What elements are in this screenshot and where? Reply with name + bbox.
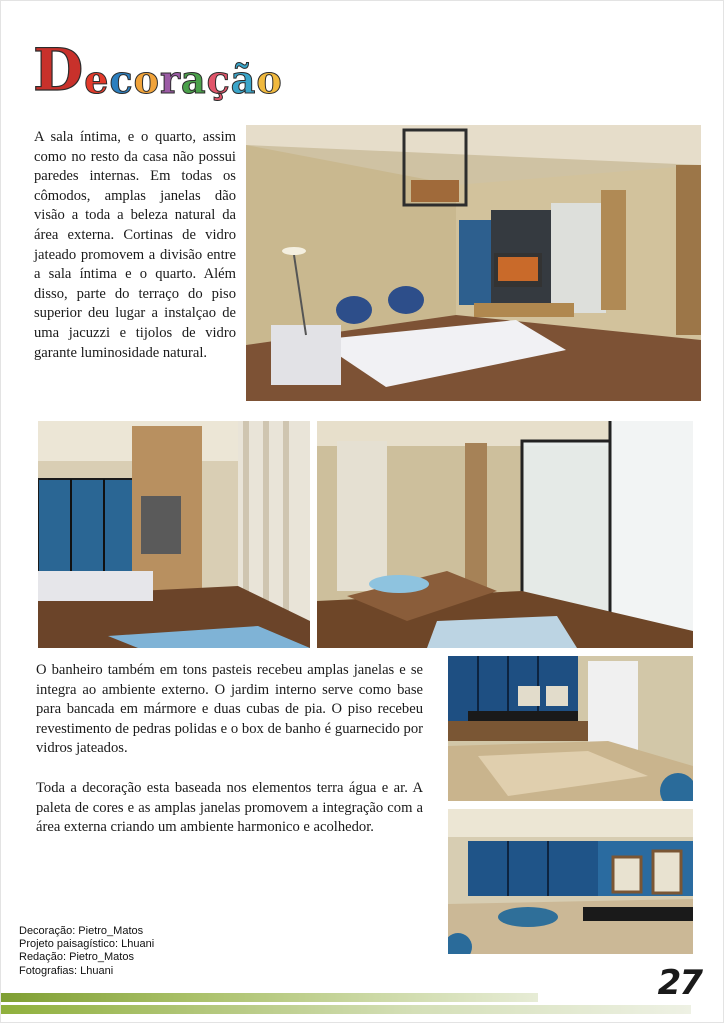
credit-paisagismo: Projeto paisagístico: Lhuani xyxy=(19,938,155,951)
title-letter: r xyxy=(159,57,181,102)
credits-block xyxy=(19,925,154,978)
footer-stripe-1 xyxy=(1,993,538,1002)
title-letter: o xyxy=(256,57,282,102)
jacuzzi-photo xyxy=(317,421,693,648)
title-letter: o xyxy=(133,57,159,102)
title-letter: D xyxy=(33,36,84,104)
title-letter: c xyxy=(109,57,133,102)
page-number: 27 xyxy=(657,963,701,1003)
section-title xyxy=(33,29,282,104)
title-letter: e xyxy=(84,57,109,102)
footer-stripe-2 xyxy=(1,1005,691,1014)
title-letter: ã xyxy=(230,57,256,102)
bedroom-photo xyxy=(38,421,310,648)
credit-fotografias: Fotografias: Lhuani xyxy=(19,964,114,977)
bathroom-paragraph: O banheiro também em tons pasteis recebeu amplas janelas e se integra ao ambiente externo. O jardim interno serve como base para bancada em mármore e duas cubas de pia. O piso recebeu revestimento de pedras polidas e o box de banho é guarnecido por vidros jateados. xyxy=(36,662,423,757)
bathroom-photo-bottom xyxy=(448,809,693,954)
living-room-photo xyxy=(246,125,701,401)
palette-paragraph: Toda a decoração esta baseada nos elementos terra água e ar. A paleta de cores e as amplas janelas promovem a integração com a área externa criando um ambiente harmonico e acolhedor. xyxy=(36,780,423,836)
title-letter: ç xyxy=(206,57,230,102)
title-letter: a xyxy=(181,57,206,102)
bathroom-photo-top xyxy=(448,656,693,801)
intro-paragraph: A sala íntima, e o quarto, assim como no resto da casa não possui paredes internas. Em todas os cômodos, amplas janelas dão visão a toda a beleza natural da área externa. Cortinas de vidro jateado promovem a divisão entre a sala íntima e o quarto. Além disso, parte do terraço do piso superior deu lugar a instalçao de uma jacuzzi e tijolos de vidro garante luminosidade natural. xyxy=(34,129,236,361)
credit-redacao: Redação: Pietro_Matos xyxy=(19,951,134,964)
credit-decoracao: Decoração: Pietro_Matos xyxy=(19,925,144,937)
